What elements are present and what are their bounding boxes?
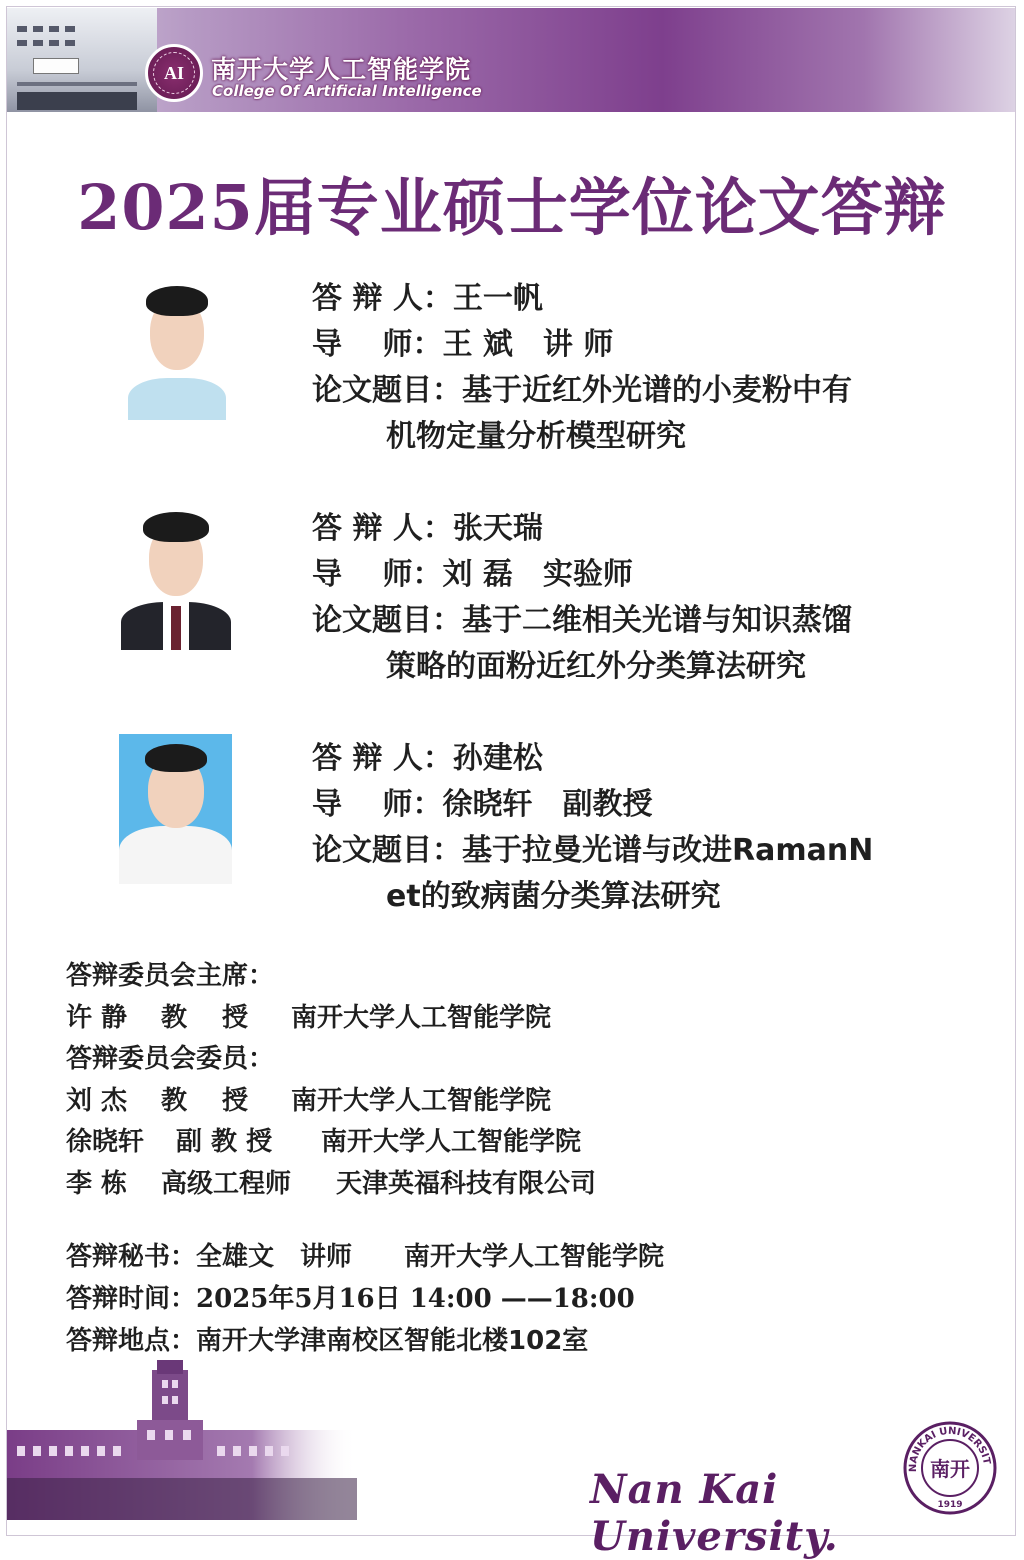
college-name-en: College Of Artificial Intelligence: [212, 82, 482, 100]
secretary-value: 全雄文 讲师 南开大学人工智能学院: [196, 1242, 665, 1272]
candidate-photo: [119, 734, 232, 884]
secretary-label: 答辩秘书：: [66, 1242, 197, 1272]
page-title: 2025届专业硕士学位论文答辩: [77, 171, 947, 244]
advisor-label: 导 师：: [312, 557, 443, 592]
candidate-info: [312, 276, 852, 460]
chair-label: 答辩委员会主席：: [66, 961, 275, 991]
nankai-main-building-image: [7, 1360, 357, 1520]
defender-label: 答 辩 人：: [312, 281, 453, 316]
members-label: 答辩委员会委员：: [66, 1044, 275, 1074]
topic-label: 论文题目：: [312, 373, 462, 408]
topic-label: 论文题目：: [312, 833, 462, 868]
university-name-en: Nan Kai University.: [590, 1466, 839, 1560]
member-org: 天津英福科技有限公司: [336, 1168, 597, 1199]
advisor-label: 导 师：: [312, 327, 443, 362]
campus-building-image: [7, 8, 157, 112]
member-name: 刘 杰: [66, 1085, 128, 1116]
header-banner: [7, 8, 1015, 112]
nankai-seal-icon: [902, 1420, 998, 1516]
advisor-name: 王 斌 讲 师: [442, 327, 614, 362]
time-label: 答辩时间：: [66, 1284, 197, 1314]
defense-details: [66, 1236, 664, 1362]
member-row: [66, 1081, 596, 1123]
committee-section: [66, 956, 596, 1205]
member-org: 南开大学人工智能学院: [291, 1085, 552, 1116]
member-name: 许 静: [66, 1002, 128, 1033]
defender-name: 孙建松: [452, 741, 543, 776]
advisor-name: 刘 磊 实验师: [442, 557, 633, 592]
seal-year: 1919: [937, 1500, 963, 1510]
member-name: 徐晓轩: [66, 1127, 145, 1157]
defender-label: 答 辩 人：: [312, 741, 453, 776]
member-org: 南开大学人工智能学院: [291, 1002, 552, 1033]
topic-line-1: 基于二维相关光谱与知识蒸馏: [462, 603, 852, 638]
topic-label: 论文题目：: [312, 603, 462, 638]
advisor-label: 导 师：: [312, 787, 443, 822]
candidate-photo: [121, 510, 231, 650]
seal-ring-text: NANKAI UNIVERSIT: [907, 1425, 992, 1473]
member-title: 教 授: [161, 1002, 249, 1033]
seal-center-text: 南开: [930, 1457, 970, 1481]
topic-line-2: 机物定量分析模型研究: [386, 419, 686, 454]
member-title: 副 教 授: [176, 1127, 273, 1157]
defender-name: 王一帆: [452, 281, 543, 316]
place-label: 答辩地点：: [66, 1326, 197, 1356]
topic-line-1: 基于近红外光谱的小麦粉中有: [462, 373, 852, 408]
candidate-info: [312, 736, 873, 920]
advisor-name: 徐晓轩 副教授: [442, 787, 653, 822]
member-name: 李 栋: [66, 1168, 128, 1199]
topic-line-2: 策略的面粉近红外分类算法研究: [386, 649, 806, 684]
chair-row: [66, 998, 596, 1040]
defender-label: 答 辩 人：: [312, 511, 453, 546]
logo-text: AI: [163, 62, 184, 83]
candidate-photo: [126, 282, 228, 420]
college-name-cn: 南开大学人工智能学院: [211, 55, 472, 84]
member-title: 教 授: [161, 1085, 249, 1116]
member-title: 高级工程师: [161, 1168, 292, 1199]
member-org: 南开大学人工智能学院: [321, 1127, 582, 1157]
candidate-info: [312, 506, 852, 690]
member-row: [66, 1164, 596, 1206]
defender-name: 张天瑞: [452, 511, 543, 546]
college-logo-icon: [145, 44, 203, 102]
time-value: 2025年5月16日 14:00 ——18:00: [196, 1284, 635, 1314]
member-row: [66, 1122, 596, 1164]
place-value: 南开大学津南校区智能北楼102室: [196, 1326, 589, 1356]
topic-line-1: 基于拉曼光谱与改进RamanN: [462, 833, 874, 868]
topic-line-2: et的致病菌分类算法研究: [386, 879, 721, 914]
